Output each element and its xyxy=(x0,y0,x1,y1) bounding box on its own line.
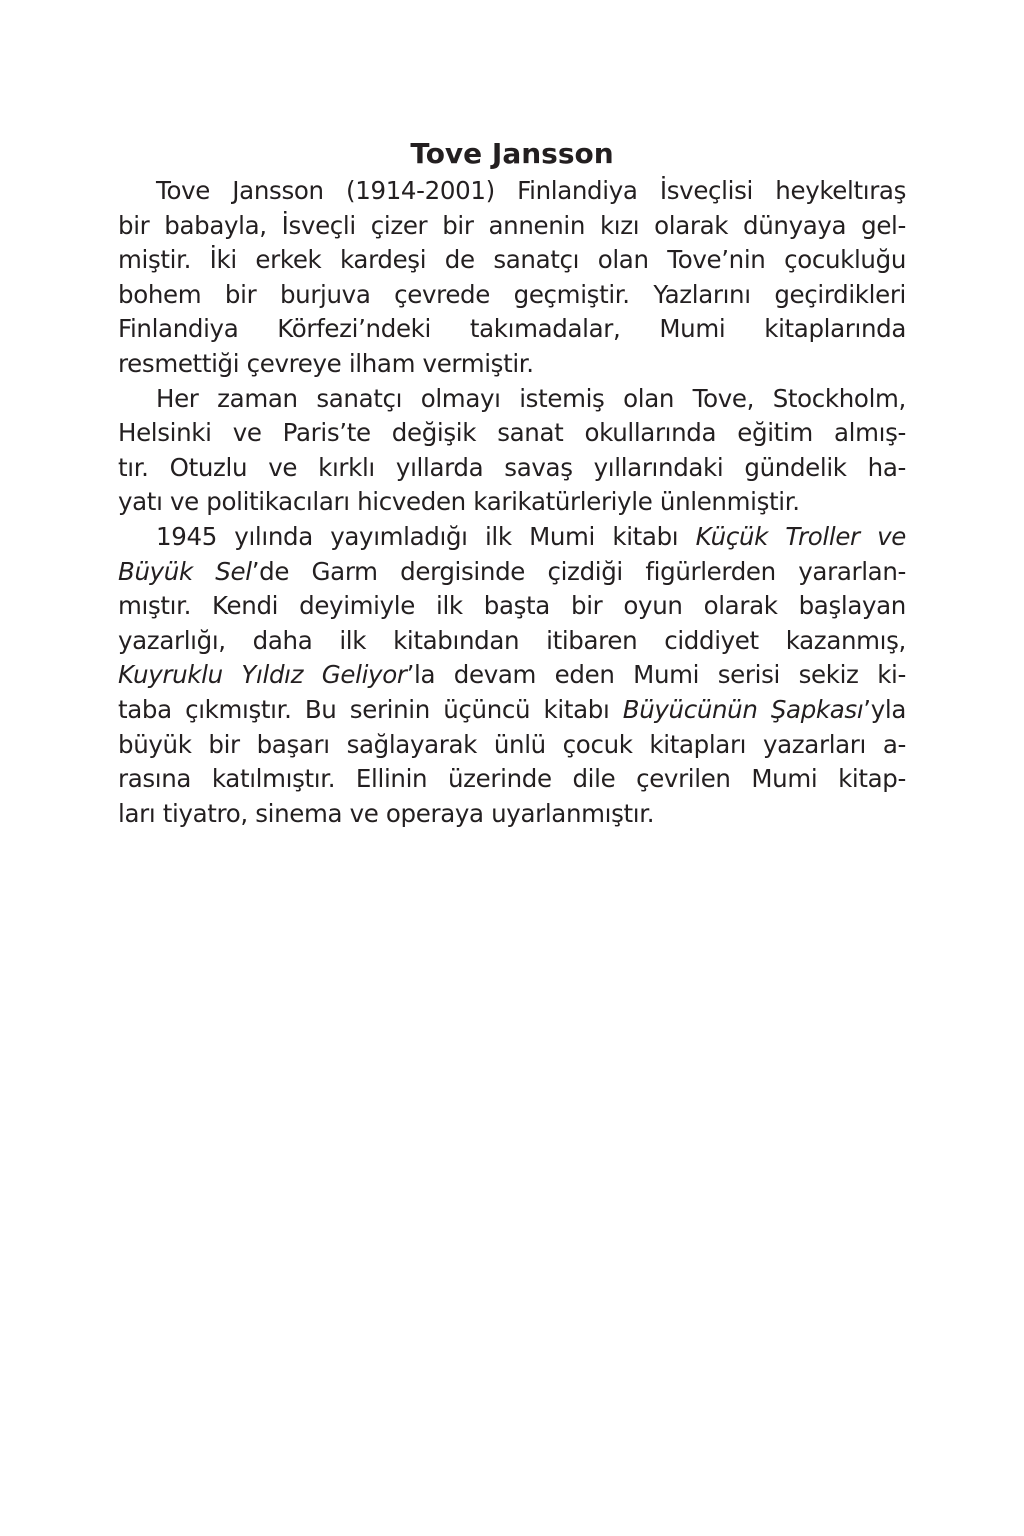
text-line xyxy=(118,589,906,624)
text-run: taba çıkmıştır. Bu serinin üçüncü kitabı xyxy=(118,694,623,724)
text-run: yatı ve politikacıları hicveden karikatürleriyle ünlenmiştir. xyxy=(118,487,800,517)
text-line xyxy=(118,174,906,209)
document-page xyxy=(118,136,906,831)
text-run: miştir. İki erkek kardeşi de sanatçı olan Tove’nin çocukluğu xyxy=(118,245,906,275)
text-run: resmettiği çevreye ilham vermiştir. xyxy=(118,348,534,378)
text-run: ’de Garm dergisinde çizdiği figürlerden yararlan- xyxy=(251,556,906,586)
text-line xyxy=(118,520,906,555)
text-line xyxy=(118,312,906,347)
text-line xyxy=(118,624,906,659)
body-text xyxy=(118,174,906,831)
text-line xyxy=(118,243,906,278)
page-title: Tove Jansson xyxy=(410,137,614,170)
text-line xyxy=(118,555,906,590)
text-run: bir babayla, İsveçli çizer bir annenin kızı olarak dünyaya gel- xyxy=(118,210,906,240)
text-line xyxy=(118,658,906,693)
book-title: Büyük Sel xyxy=(118,556,252,586)
paragraph xyxy=(118,174,906,382)
text-run: ’yla xyxy=(863,694,907,724)
text-run: Finlandiya Körfezi’ndeki takımadalar, Mumi kitaplarında xyxy=(118,314,906,344)
text-run: rasına katılmıştır. Ellinin üzerinde dile çevrilen Mumi kitap- xyxy=(118,764,906,794)
text-run: Helsinki ve Paris’te değişik sanat okullarında eğitim almış- xyxy=(118,418,906,448)
text-line xyxy=(118,485,906,520)
text-line xyxy=(118,693,906,728)
book-title: Küçük Troller ve xyxy=(695,521,907,551)
text-line xyxy=(118,347,906,382)
text-line xyxy=(118,209,906,244)
text-run: Her zaman sanatçı olmayı istemiş olan Tove, Stockholm, xyxy=(156,383,906,413)
text-run: tır. Otuzlu ve kırklı yıllarda savaş yıllarındaki gündelik ha- xyxy=(118,452,906,482)
book-title: Kuyruklu Yıldız Geliyor xyxy=(118,660,407,690)
text-line xyxy=(118,762,906,797)
book-title: Büyücünün Şapkası xyxy=(622,694,864,724)
text-run: ’la devam eden Mumi serisi sekiz ki- xyxy=(406,660,906,690)
text-line xyxy=(118,382,906,417)
paragraph xyxy=(118,520,906,831)
text-run: büyük bir başarı sağlayarak ünlü çocuk kitapları yazarları a- xyxy=(118,729,906,759)
text-run: Tove Jansson (1914-2001) Finlandiya İsveçlisi heykeltıraş xyxy=(156,176,906,205)
text-run: 1945 yılında yayımladığı ilk Mumi kitabı xyxy=(156,521,696,551)
text-line xyxy=(118,797,906,832)
text-line xyxy=(118,278,906,313)
text-run: yazarlığı, daha ilk kitabından itibaren ciddiyet kazanmış, xyxy=(118,625,906,655)
text-run: bohem bir burjuva çevrede geçmiştir. Yazlarını geçirdikleri xyxy=(118,279,906,309)
paragraph xyxy=(118,382,906,520)
text-run: mıştır. Kendi deyimiyle ilk başta bir oyun olarak başlayan xyxy=(118,591,906,621)
text-run: ları tiyatro, sinema ve operaya uyarlanmıştır. xyxy=(118,798,655,828)
text-line xyxy=(118,728,906,763)
text-line xyxy=(118,451,906,486)
text-line xyxy=(118,416,906,451)
